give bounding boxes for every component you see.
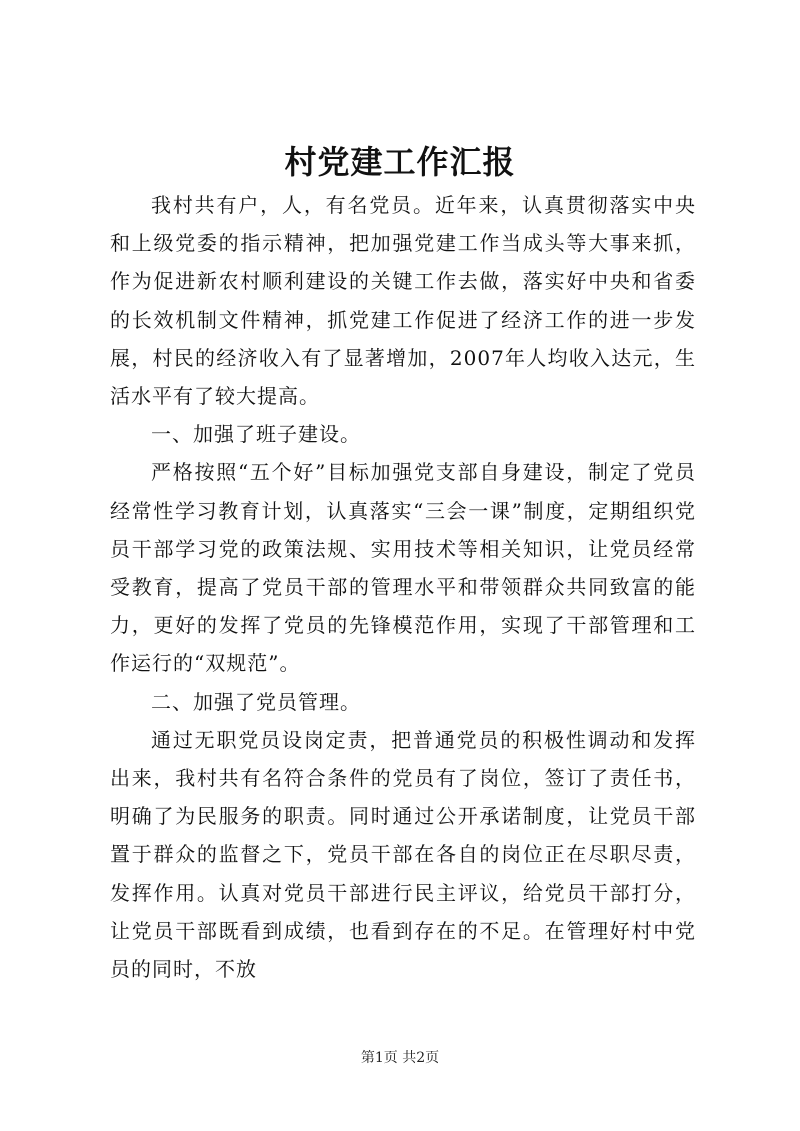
page-footer: 第1页 共2页 (360, 1050, 440, 1066)
section-heading-1: 一、加强了班子建设。 (151, 422, 361, 447)
paragraph-section-1: 严格按照“五个好”目标加强党支部自身建设，制定了党员经常性学习教育计划，认真落实“三会一课”制度，定期组织党员干部学习党的政策法规、实用技术等相关知识，让党员经常受教育，提高了党员干部的管理水平和带领群众共同致富的能力，更好的发挥了党员的先锋模范作用，实现了干部管理和工作运行的“双规范”。 (110, 460, 696, 676)
document-body (110, 186, 696, 988)
paragraph-intro: 我村共有户，人，有名党员。近年来，认真贯彻落实中央和上级党委的指示精神，把加强党建工作当成头等大事来抓，作为促进新农村顺利建设的关键工作去做，落实好中央和省委的长效机制文件精神，抓党建工作促进了经济工作的进一步发展，村民的经济收入有了显著增加，2007年人均收入达元，生活水平有了较大提高。 (110, 193, 696, 409)
paragraph-section-2: 通过无职党员设岗定责，把普通党员的积极性调动和发挥出来，我村共有名符合条件的党员有了岗位，签订了责任书，明确了为民服务的职责。同时通过公开承诺制度，让党员干部置于群众的监督之下，党员干部在各自的岗位正在尽职尽责，发挥作用。认真对党员干部进行民主评议，给党员干部打分，让党员干部既看到成绩，也看到存在的不足。在管理好村中党员的同时，不放 (110, 727, 696, 982)
document-title: 村党建工作汇报 (284, 143, 516, 181)
section-heading-2: 二、加强了党员管理。 (151, 689, 361, 714)
